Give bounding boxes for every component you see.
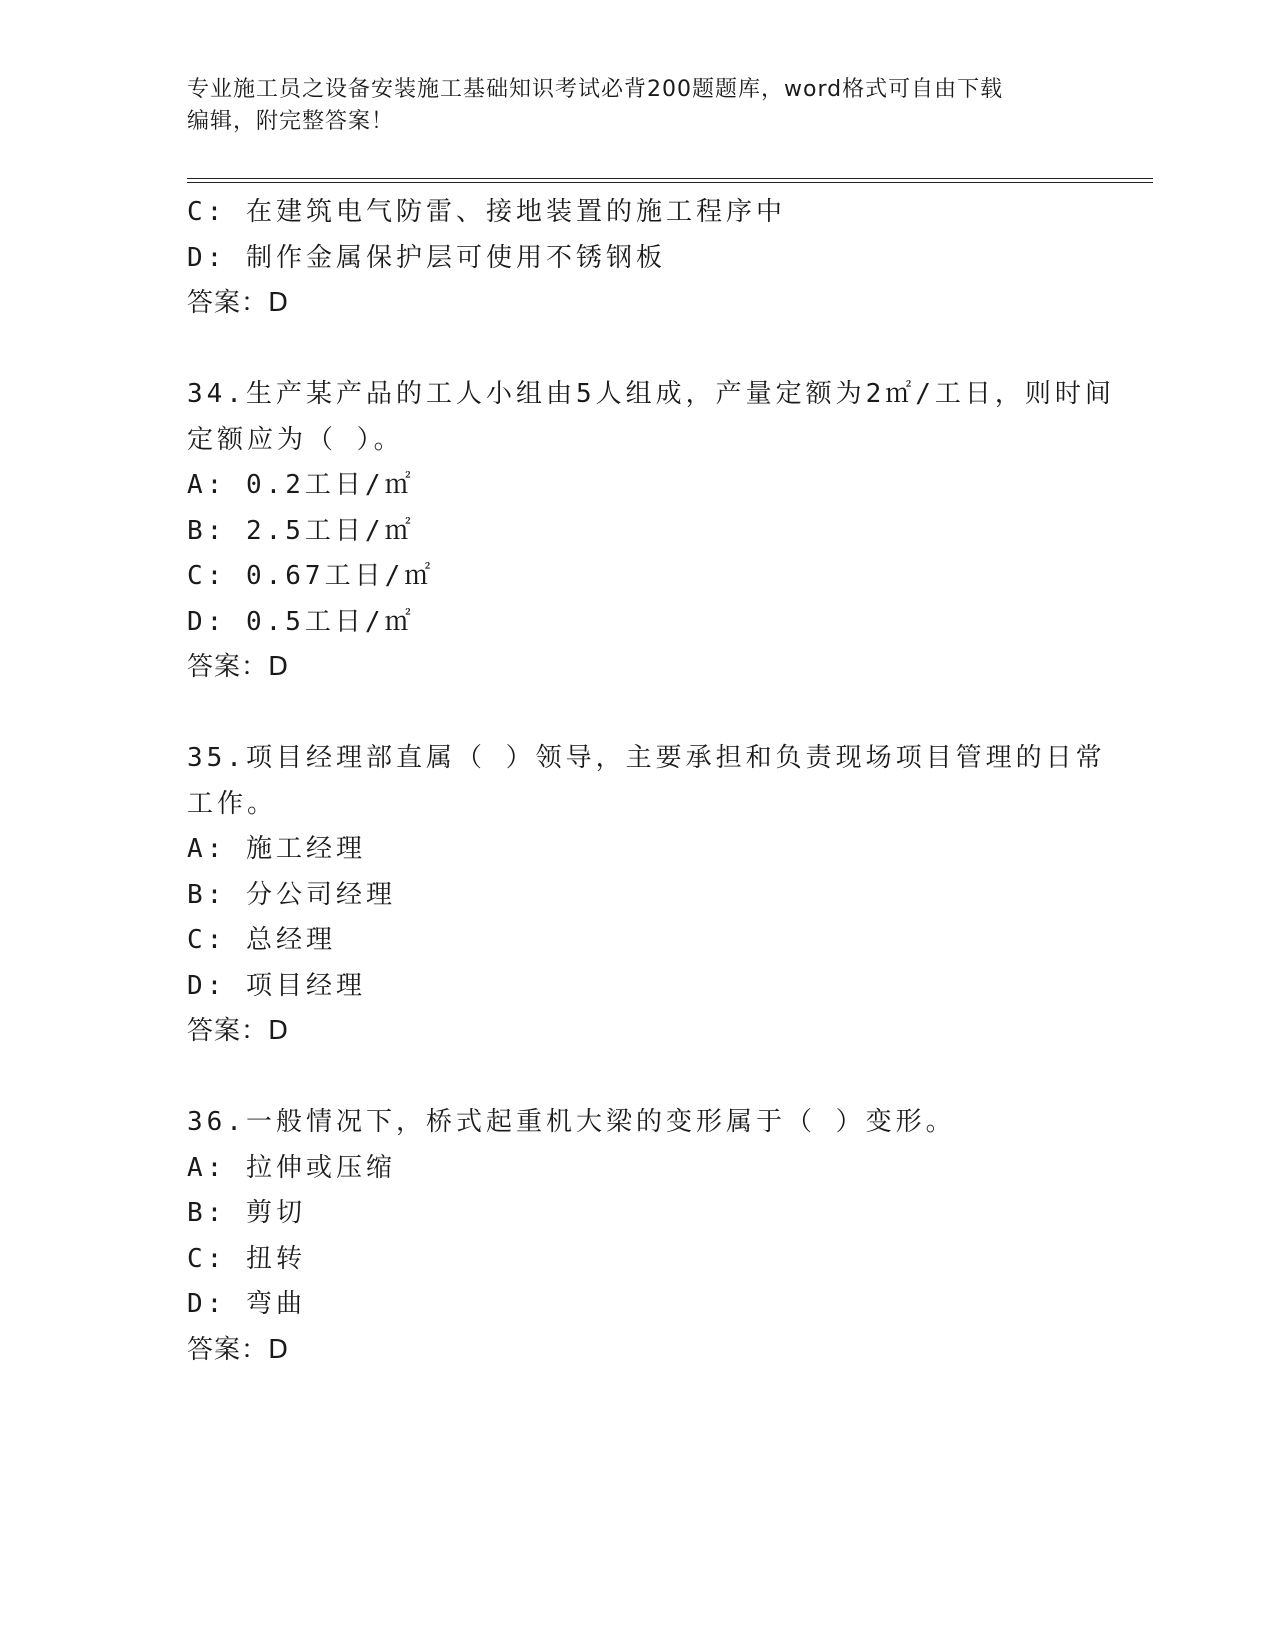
question-34 (187, 372, 1115, 691)
question-list (187, 190, 1115, 1373)
option-a: A: 0.2工日/㎡ (187, 470, 415, 500)
question-36 (187, 1100, 1087, 1373)
question-stem: 35.项目经理部直属（ ）领导，主要承担和负责现场项目管理的日常 (187, 743, 1106, 773)
answer: 答案：D (187, 288, 290, 318)
option-b: B: 剪切 (187, 1198, 306, 1228)
answer: 答案：D (187, 652, 290, 682)
header-title-line2: 编辑，附完整答案！ (187, 109, 395, 134)
answer: 答案：D (187, 1334, 290, 1365)
question-stem: 36.一般情况下，桥式起重机大梁的变形属于（ ）变形。 (187, 1107, 956, 1137)
question-35 (187, 736, 1106, 1055)
spacer (187, 691, 1087, 737)
option-c: C: 总经理 (187, 925, 336, 955)
spacer (187, 1055, 1087, 1101)
option-a: A: 拉伸或压缩 (187, 1152, 396, 1183)
option-d: D: 制作金属保护层可使用不锈钢板 (187, 242, 666, 273)
option-c: C: 在建筑电气防雷、接地装置的施工程序中 (187, 197, 786, 227)
header-divider (187, 178, 1153, 183)
document-header (187, 74, 1067, 138)
option-d: D: 项目经理 (187, 970, 366, 1001)
option-d: D: 弯曲 (187, 1289, 306, 1319)
question-stem: 34.生产某产品的工人小组由5人组成，产量定额为2㎡/工日，则时间 (187, 379, 1115, 409)
option-b: B: 2.5工日/㎡ (187, 515, 415, 546)
answer: 答案：D (187, 1016, 290, 1046)
option-c: C: 0.67工日/㎡ (187, 561, 435, 591)
question-continued (187, 190, 1087, 327)
header-title-line1: 专业施工员之设备安装施工基础知识考试必背200题题库，word格式可自由下载 (187, 77, 1004, 102)
option-c: C: 扭转 (187, 1243, 306, 1274)
question-stem: 定额应为（ ）。 (187, 424, 404, 455)
option-b: B: 分公司经理 (187, 879, 396, 910)
option-d: D: 0.5工日/㎡ (187, 606, 415, 637)
question-stem: 工作。 (187, 788, 278, 819)
spacer (187, 327, 1087, 373)
option-a: A: 施工经理 (187, 834, 366, 864)
